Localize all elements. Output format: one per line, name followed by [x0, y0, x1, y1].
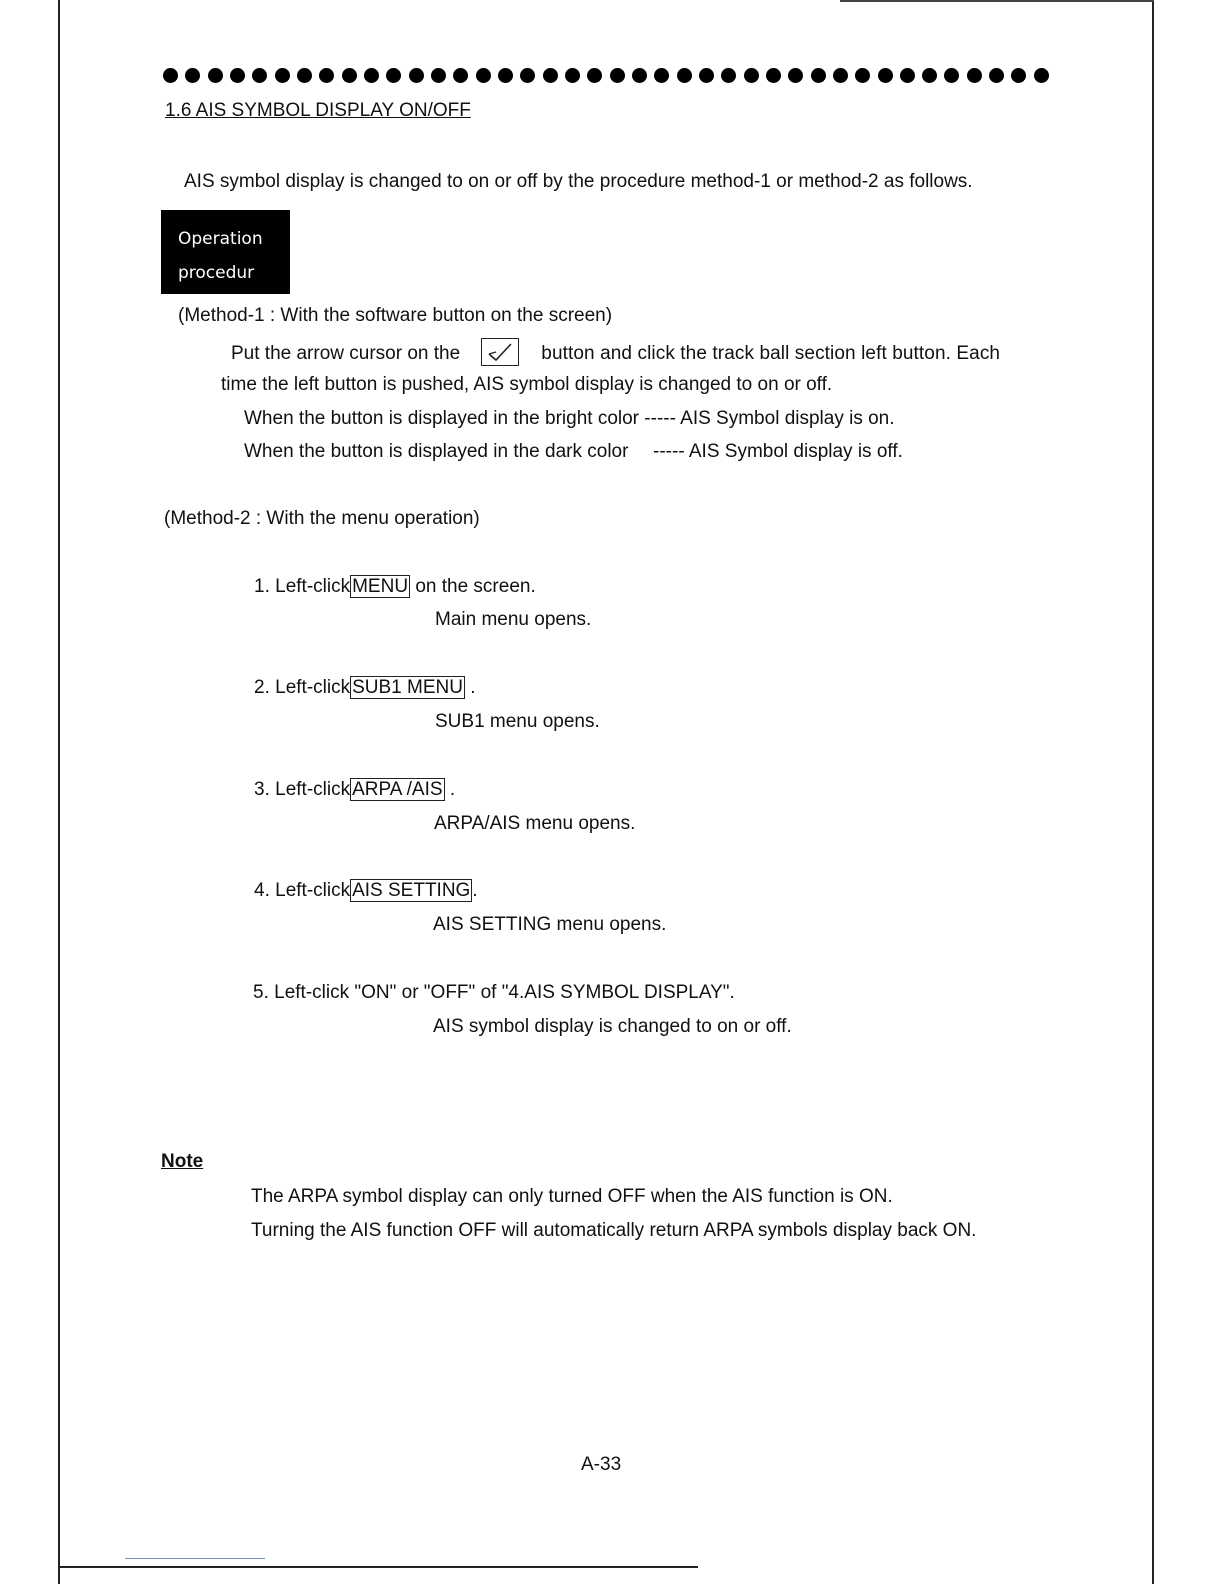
separator-dot: [610, 68, 625, 83]
separator-dot: [565, 68, 580, 83]
separator-dot: [1011, 68, 1026, 83]
separator-dot: [855, 68, 870, 83]
separator-dot: [699, 68, 714, 83]
separator-dot: [386, 68, 401, 83]
scan-right-border: [1152, 0, 1154, 1584]
step-3-result: ARPA/AIS menu opens.: [434, 813, 636, 834]
method1-dark-suffix: ----- AIS Symbol display is off.: [653, 441, 903, 462]
scan-bottom-mark: [125, 1558, 265, 1559]
separator-dot: [989, 68, 1004, 83]
method1-dark-color: [244, 441, 903, 463]
dot-separator: [163, 65, 1049, 85]
scan-left-border: [58, 0, 60, 1584]
arpa-ais-button[interactable]: ARPA /AIS: [352, 779, 443, 800]
operation-label-line1: Operation: [178, 229, 263, 249]
intro-text: AIS symbol display is changed to on or off by the procedure method-1 or method-2 as follows.: [184, 171, 973, 192]
separator-dot: [788, 68, 803, 83]
scan-top-border: [840, 0, 1154, 2]
separator-dot: [677, 68, 692, 83]
method1-bright-color: When the button is displayed in the bright color ----- AIS Symbol display is on.: [244, 408, 895, 429]
step-1-prefix: 1. Left-click: [254, 576, 351, 597]
method1-line1: [231, 340, 1000, 368]
step-2-suffix: .: [470, 677, 476, 698]
step-2: [254, 676, 476, 699]
note-title: Note: [161, 1151, 204, 1172]
page-number: A-33: [581, 1454, 622, 1475]
note-line1: The ARPA symbol display can only turned OFF when the AIS function is ON.: [251, 1186, 893, 1207]
step-5-result: AIS symbol display is changed to on or off.: [433, 1016, 792, 1037]
ais-symbol-software-button[interactable]: [481, 338, 519, 366]
method1-line1-after: button and click the track ball section left button. Each: [541, 343, 1001, 365]
step-4-result: AIS SETTING menu opens.: [433, 914, 667, 935]
separator-dot: [342, 68, 357, 83]
separator-dot: [230, 68, 245, 83]
separator-dot: [721, 68, 736, 83]
step-3-suffix: .: [449, 779, 456, 800]
step-1: [254, 575, 536, 598]
scan-bottom-border: [58, 1566, 698, 1568]
step-4: [254, 879, 478, 902]
menu-button[interactable]: MENU: [352, 576, 409, 597]
separator-dot: [922, 68, 937, 83]
separator-dot: [208, 68, 223, 83]
separator-dot: [409, 68, 424, 83]
separator-dot: [163, 68, 178, 83]
separator-dot: [252, 68, 267, 83]
separator-dot: [811, 68, 826, 83]
separator-dot: [944, 68, 959, 83]
operation-label-line2: procedur: [178, 263, 255, 283]
separator-dot: [543, 68, 558, 83]
separator-dot: [744, 68, 759, 83]
separator-dot: [900, 68, 915, 83]
separator-dot: [476, 68, 491, 83]
separator-dot: [654, 68, 669, 83]
check-mark-icon: [485, 341, 515, 363]
separator-dot: [833, 68, 848, 83]
separator-dot: [431, 68, 446, 83]
separator-dot: [185, 68, 200, 83]
step-3-prefix: 3. Left-click: [254, 779, 351, 800]
separator-dot: [766, 68, 781, 83]
step-5: 5. Left-click "ON" or "OFF" of "4.AIS SYMBOL DISPLAY".: [253, 982, 735, 1003]
separator-dot: [453, 68, 468, 83]
step-1-result: Main menu opens.: [435, 609, 592, 630]
separator-dot: [364, 68, 379, 83]
sub1-menu-button[interactable]: SUB1 MENU: [352, 677, 463, 698]
method2-heading: (Method-2 : With the menu operation): [164, 508, 480, 529]
method1-line1-before: Put the arrow cursor on the: [231, 343, 461, 365]
separator-dot: [1034, 68, 1049, 83]
separator-dot: [967, 68, 982, 83]
step-4-prefix: 4. Left-click: [254, 880, 351, 901]
step-2-result: SUB1 menu opens.: [435, 711, 600, 732]
ais-setting-button[interactable]: AIS SETTING: [352, 880, 471, 901]
separator-dot: [587, 68, 602, 83]
separator-dot: [319, 68, 334, 83]
note-line2: Turning the AIS function OFF will automatically return ARPA symbols display back ON.: [251, 1220, 977, 1241]
step-4-suffix: .: [472, 880, 478, 901]
separator-dot: [275, 68, 290, 83]
separator-dot: [632, 68, 647, 83]
separator-dot: [878, 68, 893, 83]
section-title: 1.6 AIS SYMBOL DISPLAY ON/OFF: [165, 100, 471, 121]
method1-line2: time the left button is pushed, AIS symbol display is changed to on or off.: [221, 374, 833, 395]
separator-dot: [297, 68, 312, 83]
operation-procedure-label: [161, 210, 290, 294]
separator-dot: [498, 68, 513, 83]
step-2-prefix: 2. Left-click: [254, 677, 351, 698]
method1-dark-prefix: When the button is displayed in the dark color: [244, 441, 629, 462]
step-1-suffix: on the screen.: [415, 576, 536, 597]
step-3: [254, 778, 455, 801]
method1-heading: (Method-1 : With the software button on the screen): [178, 305, 613, 326]
separator-dot: [520, 68, 535, 83]
